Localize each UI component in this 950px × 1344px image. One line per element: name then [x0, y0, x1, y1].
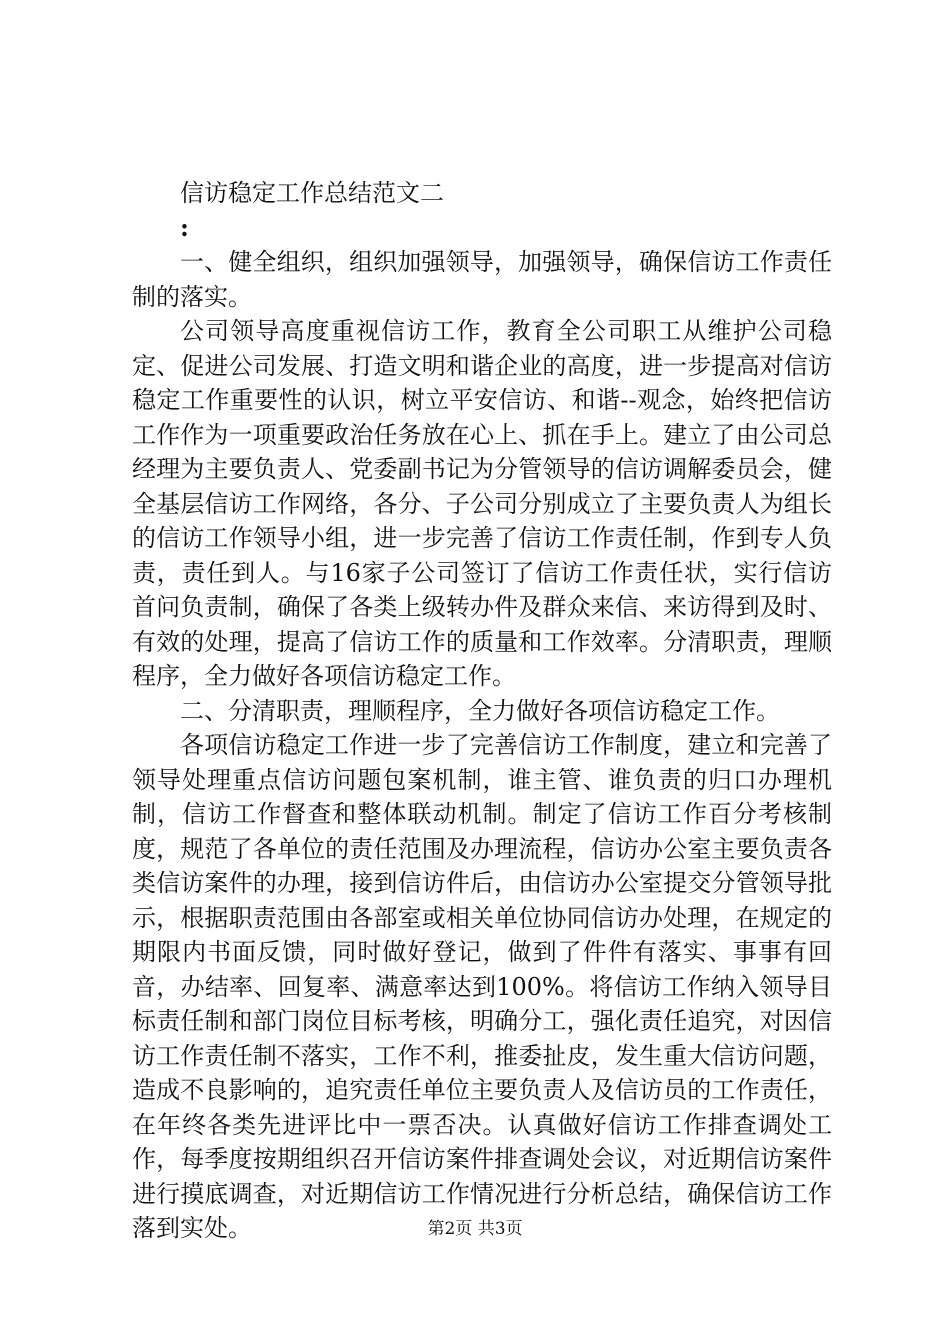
paragraph-section-2-heading: 二、分清职责，理顺程序，全力做好各项信访稳定工作。 [180, 696, 780, 725]
paragraph-section-2-body: 各项信访稳定工作进一步了完善信访工作制度，建立和完善了领导处理重点信访问题包案机制，谁主管、谁负责的归口办理机制，信访工作督查和整体联动机制。制定了信访工作百分考核制度，规范了各单位的责任范围及办理流程，信访办公室主要负责各类信访案件的办理，接到信访件后，由信访办公室提交分管领导批示，根据职责范围由各部室或相关单位协同信访办处理，在规定的期限内书面反馈，同时做好登记，做到了件件有落实、事事有回音，办结率、回复率、满意率达到100%。将信访工作纳入领导目标责任制和部门岗位目标考核，明确分工，强化责任追究，对因信访工作责任制不落实，工作不利，推委扯皮，发生重大信访问题，造成不良影响的，追究责任单位主要负责人及信访员的工作责任，在年终各类先进评比中一票否决。认真做好信访工作排查调处工作，每季度按期组织召开信访案件排查调处会议，对近期信访案件进行摸底调查，对近期信访工作情况进行分析总结，确保信访工作落到实处。 [132, 731, 832, 1242]
title-colon: : [180, 212, 189, 242]
document-body [132, 176, 832, 1246]
paragraph-section-1-body: 公司领导高度重视信访工作，教育全公司职工从维护公司稳定、促进公司发展、打造文明和谐企业的高度，进一步提高对信访稳定工作重要性的认识，树立平安信访、和谐--观念，始终把信访工作作为一项重要政治任务放在心上、抓在手上。建立了由公司总经理为主要负责人、党委副书记为分管领导的信访调解委员会，健全基层信访工作网络，各分、子公司分别成立了主要负责人为组长的信访工作领导小组，进一步完善了信访工作责任制，作到专人负责，责任到人。与16家子公司签订了信访工作责任状，实行信访首问负责制，确保了各类上级转办件及群众来信、来访得到及时、有效的处理，提高了信访工作的质量和工作效率。分清职责，理顺程序，全力做好各项信访稳定工作。 [132, 317, 832, 690]
document-title: 信访稳定工作总结范文二 [180, 179, 444, 207]
page-footer: 第2页 共3页 [427, 1219, 523, 1239]
paragraph-section-1-heading: 一、健全组织，组织加强领导，加强领导，确保信访工作责任制的落实。 [132, 248, 832, 311]
